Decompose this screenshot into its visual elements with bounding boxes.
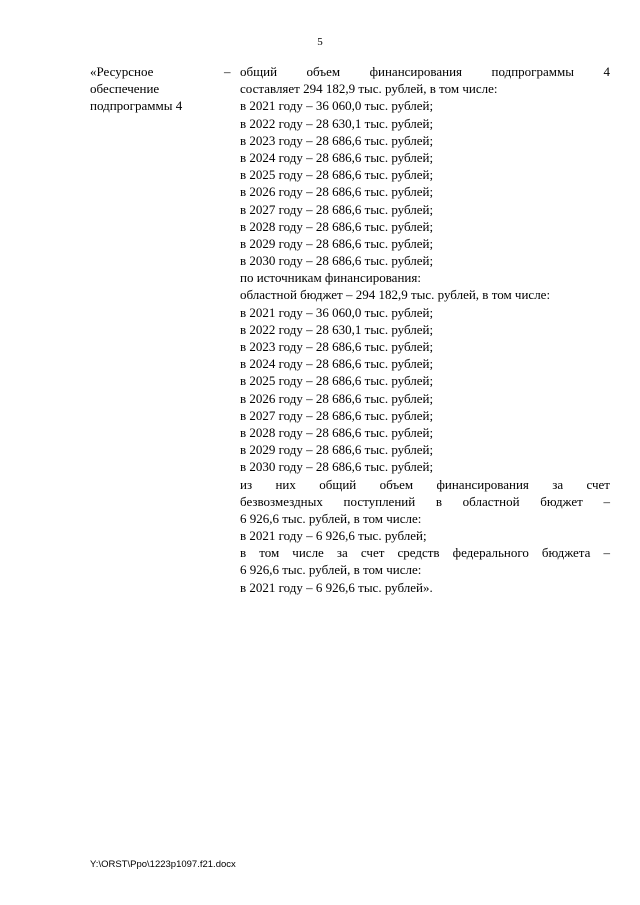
funding-line: в 2021 году – 6 926,6 тыс. рублей; [240, 528, 427, 544]
section-label-line: подпрограммы 4 [90, 98, 183, 114]
funding-description [240, 63, 610, 596]
section-label-line: «Ресурсное [90, 64, 154, 79]
funding-line: в 2026 году – 28 686,6 тыс. рублей; [240, 390, 434, 406]
file-path-footer: Y:\ORST\Ppo\1223p1097.f21.docx [90, 859, 236, 870]
funding-line: в 2026 году – 28 686,6 тыс. рублей; [240, 184, 434, 200]
funding-line: в 2030 году – 28 686,6 тыс. рублей; [240, 253, 434, 269]
funding-line: в 2029 году – 28 686,6 тыс. рублей; [240, 442, 434, 458]
funding-line: в 2021 году – 36 060,0 тыс. рублей; [240, 98, 434, 114]
funding-line: в 2028 году – 28 686,6 тыс. рублей; [240, 218, 434, 234]
funding-line: по источникам финансирования: [240, 270, 421, 286]
funding-line: в 2023 году – 28 686,6 тыс. рублей; [240, 339, 434, 354]
funding-line: в 2029 году – 28 686,6 тыс. рублей; [240, 235, 434, 251]
funding-line: в 2027 году – 28 686,6 тыс. рублей; [240, 407, 434, 423]
funding-line: в 2028 году – 28 686,6 тыс. рублей; [240, 424, 434, 440]
funding-line: в 2030 году – 28 686,6 тыс. рублей; [240, 459, 434, 475]
funding-line: в 2024 году – 28 686,6 тыс. рублей; [240, 356, 434, 372]
funding-line: 6 926,6 тыс. рублей, в том числе: [240, 562, 422, 578]
funding-line: в 2022 году – 28 630,1 тыс. рублей; [240, 321, 434, 337]
section-label-line: обеспечение [90, 81, 160, 97]
funding-line: в 2025 году – 28 686,6 тыс. рублей; [240, 373, 434, 389]
funding-line: в 2027 году – 28 686,6 тыс. рублей; [240, 201, 434, 217]
funding-line: в том числе за счет средств федерального бюджета – [240, 545, 610, 561]
funding-line: в 2021 году – 36 060,0 тыс. рублей; [240, 304, 434, 320]
page-number: 5 [317, 36, 323, 48]
funding-line: безвозмездных поступлений в областной бюджет – [240, 493, 610, 509]
funding-line: в 2022 году – 28 630,1 тыс. рублей; [240, 115, 434, 131]
separator-dash: – [224, 64, 231, 79]
funding-line: в 2025 году – 28 686,6 тыс. рублей; [240, 167, 434, 183]
funding-line: в 2023 году – 28 686,6 тыс. рублей; [240, 132, 434, 148]
funding-line: составляет 294 182,9 тыс. рублей, в том числе: [240, 81, 498, 97]
section-label [90, 63, 240, 115]
funding-line: 6 926,6 тыс. рублей, в том числе: [240, 510, 422, 526]
funding-line: в 2024 году – 28 686,6 тыс. рублей; [240, 149, 434, 165]
funding-line: в 2021 году – 6 926,6 тыс. рублей». [240, 579, 433, 595]
funding-line: областной бюджет – 294 182,9 тыс. рублей, в том числе: [240, 287, 551, 303]
funding-line: общий объем финансирования подпрограммы 4 [240, 64, 610, 79]
funding-line: из них общий объем финансирования за счет [240, 476, 610, 492]
